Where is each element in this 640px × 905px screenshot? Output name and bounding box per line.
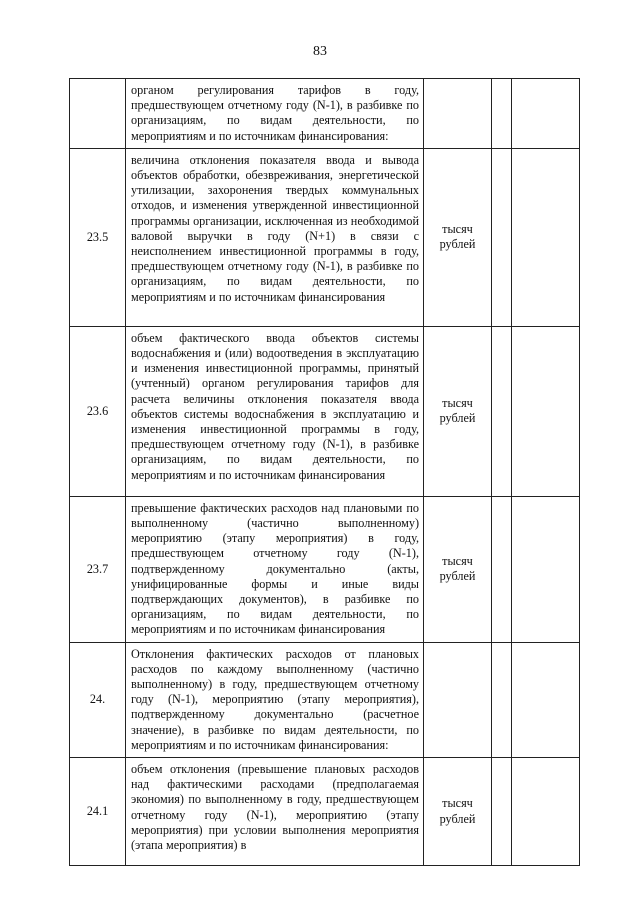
empty-cell [512,642,580,757]
row-unit: тысяч рублей [424,326,492,496]
table-row [70,758,580,866]
empty-cell [492,326,512,496]
row-number: 24. [70,642,126,757]
empty-cell [492,758,512,866]
row-number: 23.5 [70,148,126,326]
row-number: 23.6 [70,326,126,496]
row-unit [424,79,492,149]
empty-cell [512,496,580,642]
row-description: Отклонения фактических расходов от плановых расходов по каждому выполненному (частично выполненному) в году, предшествующем отчетному году (N-1), мероприятию (этапу мероприятия), подтвержденному документально (расчетное значение), в разбивке по видам деятельности, по мероприятиям и по источникам финансирования: [126,642,424,757]
page-number: 83 [313,44,327,59]
row-unit: тысяч рублей [424,496,492,642]
table-row [70,326,580,496]
empty-cell [512,148,580,326]
empty-cell [512,758,580,866]
row-unit: тысяч рублей [424,148,492,326]
empty-cell [492,496,512,642]
row-description: величина отклонения показателя ввода и вывода объектов обработки, обезвреживания, энергетической утилизации, захоронения твердых коммунальных отходов, и изменения утвержденной инвестиционной программы организации, исключенная из необходимой валовой выручки в году (N+1) в связи с неисполнением инвестиционной программы в году, предшествующем отчетному году (N-1), в разбивке по организациям, по видам деятельности, по мероприятиям и по источникам финансирования [126,148,424,326]
row-description: превышение фактических расходов над плановыми по выполненному (частично выполненному) мероприятию (этапу мероприятия) в году, предшествующем отчетному году (N-1), подтвержденному документально (акты, унифицированные формы и иные виды подтверждающих документов), в разбивке по организациям, по видам деятельности, по мероприятиям и по источникам финансирования [126,496,424,642]
empty-cell [512,326,580,496]
table-row [70,148,580,326]
row-number [70,79,126,149]
row-description: объем фактического ввода объектов системы водоснабжения и (или) водоотведения в эксплуатацию и изменения инвестиционной программы, принятый (учтенный) органом регулирования тарифов для расчета величины отклонения показателя ввода объектов системы водоснабжения в эксплуатацию и изменения инвестиционной программы в году, предшествующем отчетному году (N-1), в разбивке организациям, по видам деятельности, по мероприятиям и по источникам финансирования [126,326,424,496]
table-row [70,642,580,757]
empty-cell [512,79,580,149]
row-unit: тысяч рублей [424,758,492,866]
indicator-table [69,78,580,866]
row-number: 23.7 [70,496,126,642]
row-description: объем отклонения (превышение плановых расходов над фактическими расходами (предполагаемая экономия) по выполненному в году, предшествующем отчетному году (N-1), мероприятию (этапу мероприятия) при условии выполнения мероприятия (этапа мероприятия) в [126,758,424,866]
table-row [70,79,580,149]
empty-cell [492,79,512,149]
row-description: органом регулирования тарифов в году, предшествующем отчетному году (N-1), в разбивке по организациям, по видам деятельности, по мероприятиям и по источникам финансирования: [126,79,424,149]
row-number: 24.1 [70,758,126,866]
empty-cell [492,642,512,757]
table-row [70,496,580,642]
row-unit [424,642,492,757]
empty-cell [492,148,512,326]
